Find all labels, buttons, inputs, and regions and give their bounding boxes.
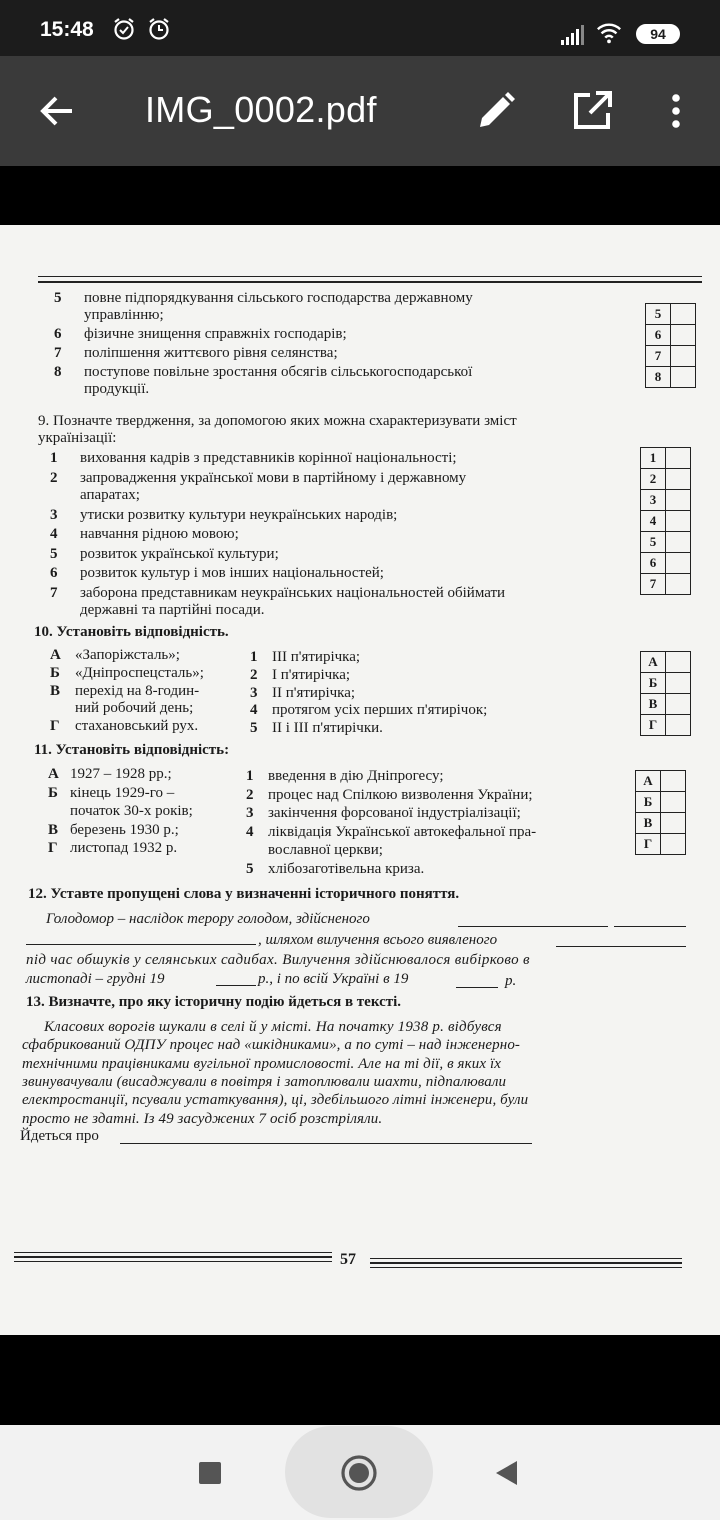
status-bar xyxy=(0,0,720,56)
definition-text: , шляхом вилучення всього виявленого xyxy=(258,932,498,948)
answer-label-cell: В xyxy=(641,694,666,715)
answer-label-cell: Б xyxy=(641,673,666,694)
footer-rule xyxy=(370,1258,682,1259)
answer-label-cell: А xyxy=(641,652,666,673)
question-title: українізації: xyxy=(38,430,117,446)
item-text: процес над Спілкою визволення України; xyxy=(268,786,533,803)
item-text: вославної церкви; xyxy=(268,842,383,858)
item-number: 5 xyxy=(54,290,62,306)
answer-label-cell: Б xyxy=(636,792,661,813)
definition-text: листопаді – грудні 19 xyxy=(26,971,165,987)
item-number: 7 xyxy=(50,584,58,601)
viewer-background-top xyxy=(0,166,720,225)
passage-text: технічними працівниками вугільної промисловості. Але на ті дії, в яких їх xyxy=(22,1055,501,1072)
item-text: заборона представникам неукраїнських національностей обіймати xyxy=(80,584,506,601)
footer-rule xyxy=(14,1252,332,1253)
item-text: II і III п'ятирічки. xyxy=(272,720,383,737)
footer-rule xyxy=(14,1261,332,1262)
answer-input-cell[interactable] xyxy=(666,511,691,532)
answer-label-cell: 5 xyxy=(641,532,666,553)
wifi-icon xyxy=(596,20,622,46)
item-text: поступове повільне зростання обсягів сільськогосподарської xyxy=(84,364,473,380)
item-text: протягом усіх перших п'ятирічок; xyxy=(272,702,488,719)
item-number: 3 xyxy=(246,805,254,821)
item-letter: А xyxy=(48,766,59,782)
item-text: II п'ятирічка; xyxy=(272,684,356,701)
answer-blank-line[interactable] xyxy=(120,1143,532,1144)
item-letter: Г xyxy=(50,718,60,735)
passage-text: Класових ворогів шукали в селі й у місті. На початку 1938 р. відбувся xyxy=(44,1019,502,1035)
footer-rule xyxy=(370,1267,682,1268)
pdf-page xyxy=(0,225,720,1335)
signal-icon xyxy=(560,22,586,48)
answer-label-cell: 3 xyxy=(641,490,666,511)
answer-label-cell: 1 xyxy=(641,448,666,469)
item-text: ліквідація Української автокефальної пра- xyxy=(268,823,537,840)
item-number: 2 xyxy=(250,666,258,683)
item-text: ний робочий день; xyxy=(75,700,194,717)
answer-input-cell[interactable] xyxy=(666,715,691,736)
item-text: розвиток культур і мов інших національностей; xyxy=(80,565,384,581)
item-text: кінець 1929-го – xyxy=(70,784,175,801)
item-text: «Дніпроспецсталь»; xyxy=(75,664,204,681)
definition-text: Голодомор – наслідок терору голодом, здійсненого xyxy=(46,911,370,927)
battery-indicator: 94 xyxy=(636,24,680,44)
item-text: поліпшення життєвого рівня селянства; xyxy=(84,345,338,361)
home-circle-icon[interactable] xyxy=(340,1454,378,1492)
back-arrow-icon[interactable] xyxy=(34,89,78,133)
item-number: 2 xyxy=(246,786,254,803)
item-text: управлінню; xyxy=(84,307,164,323)
item-number: 5 xyxy=(50,545,58,562)
item-text: I п'ятирічка; xyxy=(272,666,351,683)
item-number: 4 xyxy=(250,702,258,719)
answer-input-cell[interactable] xyxy=(666,448,691,469)
question-title: 13. Визначте, про яку історичну подію йдеться в тексті. xyxy=(26,994,402,1010)
item-text: фізичне знищення справжніх господарів; xyxy=(84,326,347,342)
answer-label-cell: 2 xyxy=(641,469,666,490)
top-rule xyxy=(38,281,702,283)
answer-input-cell[interactable] xyxy=(661,834,686,855)
answer-label-cell: 5 xyxy=(646,304,671,325)
item-text: введення в дію Дніпрогесу; xyxy=(268,768,444,784)
status-time: 15:48 xyxy=(40,18,94,41)
answer-grid-q8 xyxy=(645,303,696,388)
answer-input-cell[interactable] xyxy=(666,574,691,595)
item-text: закінчення форсованої індустріалізації; xyxy=(268,805,521,821)
answer-label-cell: 6 xyxy=(646,325,671,346)
passage-text: сфабрикований ОДПУ процес над «шкідниками», а по суті – над інженерно- xyxy=(22,1037,521,1054)
answer-input-cell[interactable] xyxy=(666,652,691,673)
item-text: розвиток української культури; xyxy=(80,545,279,562)
item-letter: В xyxy=(50,682,61,699)
answer-label-cell: 8 xyxy=(646,367,671,388)
answer-input-cell[interactable] xyxy=(661,771,686,792)
item-text: 1927 – 1928 рр.; xyxy=(70,766,172,782)
answer-input-cell[interactable] xyxy=(671,325,696,346)
item-text: хлібозаготівельна криза. xyxy=(268,860,425,877)
item-text: апаратах; xyxy=(80,487,140,503)
item-text: березень 1930 р.; xyxy=(70,821,179,838)
answer-input-cell[interactable] xyxy=(671,346,696,367)
answer-grid-q11 xyxy=(635,770,686,855)
answer-input-cell[interactable] xyxy=(666,694,691,715)
item-number: 4 xyxy=(50,526,58,542)
item-number: 5 xyxy=(246,860,254,877)
passage-text: електростанції, псували устаткування), ці, здебільшого літні інженери, були xyxy=(22,1092,529,1109)
answer-input-cell[interactable] xyxy=(661,813,686,834)
answer-input-cell[interactable] xyxy=(666,490,691,511)
item-number: 1 xyxy=(246,768,254,784)
blank-line[interactable] xyxy=(458,926,608,927)
blank-line[interactable] xyxy=(26,944,256,945)
clock-alarm-icon xyxy=(146,16,172,42)
answer-label-cell: 6 xyxy=(641,553,666,574)
viewer-background-bottom xyxy=(0,1335,720,1425)
recents-square-icon[interactable] xyxy=(198,1461,222,1485)
answer-input-cell[interactable] xyxy=(666,469,691,490)
item-letter: Г xyxy=(48,840,58,856)
passage-text: просто не здатні. Із 49 засуджених 7 осіб розстріляли. xyxy=(22,1110,383,1127)
alarm-icon xyxy=(111,16,137,42)
answer-input-cell[interactable] xyxy=(666,532,691,553)
item-number: 3 xyxy=(250,684,258,701)
answer-input-cell[interactable] xyxy=(661,792,686,813)
answer-input-cell[interactable] xyxy=(666,673,691,694)
answer-label-cell: В xyxy=(636,813,661,834)
answer-label-cell: 7 xyxy=(641,574,666,595)
edit-pencil-icon[interactable] xyxy=(474,89,518,133)
passage-text: звинувачували (висаджували в повітря і затоплювали шахти, підпалювали xyxy=(22,1073,507,1090)
document-title: IMG_0002.pdf xyxy=(145,89,377,130)
definition-text: р. xyxy=(505,973,517,989)
back-triangle-icon[interactable] xyxy=(494,1459,518,1487)
page-number: 57 xyxy=(340,1251,356,1268)
item-text: запровадження української мови в партійному і державному xyxy=(80,469,467,486)
item-text: перехід на 8-годин- xyxy=(75,682,200,699)
item-number: 1 xyxy=(50,450,58,466)
item-text: стахановський рух. xyxy=(75,718,199,735)
answer-input-cell[interactable] xyxy=(671,304,696,325)
item-text: утиски розвитку культури неукраїнських народів; xyxy=(80,506,398,523)
answer-grid-q10 xyxy=(640,651,691,736)
item-text: III п'ятирічка; xyxy=(272,649,361,665)
blank-line[interactable] xyxy=(614,926,686,927)
question-title: 10. Установіть відповідність. xyxy=(34,624,229,640)
answer-label-cell: 7 xyxy=(646,346,671,367)
item-letter: Б xyxy=(48,784,58,801)
item-text: державні та партійні посади. xyxy=(80,602,265,618)
answer-prompt: Йдеться про xyxy=(20,1128,99,1144)
item-number: 1 xyxy=(250,649,258,665)
footer-rule xyxy=(370,1262,682,1264)
item-text: повне підпорядкування сільського господарства державному xyxy=(84,290,473,306)
item-number: 4 xyxy=(246,823,254,840)
blank-line[interactable] xyxy=(456,987,498,988)
item-letter: Б xyxy=(50,664,60,681)
answer-input-cell[interactable] xyxy=(666,553,691,574)
answer-input-cell[interactable] xyxy=(671,367,696,388)
item-text: початок 30-х років; xyxy=(70,803,193,819)
top-rule xyxy=(38,276,702,277)
blank-line[interactable] xyxy=(556,946,686,947)
item-number: 7 xyxy=(54,345,62,361)
answer-label-cell: Г xyxy=(641,715,666,736)
answer-label-cell: Г xyxy=(636,834,661,855)
question-title: 9. Позначте твердження, за допомогою яких можна схарактеризувати зміст xyxy=(38,413,517,429)
item-text: «Запоріжсталь»; xyxy=(75,647,180,663)
item-text: виховання кадрів з представників корінної національності; xyxy=(80,450,457,466)
footer-rule xyxy=(14,1256,332,1258)
item-letter: А xyxy=(50,647,61,663)
answer-label-cell: 4 xyxy=(641,511,666,532)
more-options-icon[interactable] xyxy=(654,89,698,133)
item-number: 6 xyxy=(54,326,62,342)
item-number: 6 xyxy=(50,565,58,581)
answer-grid-q9 xyxy=(640,447,691,595)
answer-label-cell: А xyxy=(636,771,661,792)
definition-text: під час обшуків у селянських садибах. Вилучення здійснювалося вибірково в xyxy=(26,952,530,968)
system-nav-bar xyxy=(0,1425,720,1520)
item-number: 2 xyxy=(50,469,58,486)
item-text: листопад 1932 р. xyxy=(70,840,178,856)
question-title: 12. Уставте пропущені слова у визначенні історичного поняття. xyxy=(28,886,460,902)
blank-line[interactable] xyxy=(216,985,256,986)
item-number: 3 xyxy=(50,506,58,523)
definition-text: р., і по всій Україні в 19 xyxy=(258,971,409,987)
item-text: навчання рідною мовою; xyxy=(80,526,239,542)
item-text: продукції. xyxy=(84,381,150,397)
item-number: 5 xyxy=(250,720,258,737)
app-bar xyxy=(0,56,720,166)
question-title: 11. Установіть відповідність: xyxy=(34,742,230,758)
item-number: 8 xyxy=(54,364,62,380)
item-letter: В xyxy=(48,821,59,838)
open-external-icon[interactable] xyxy=(570,89,614,133)
